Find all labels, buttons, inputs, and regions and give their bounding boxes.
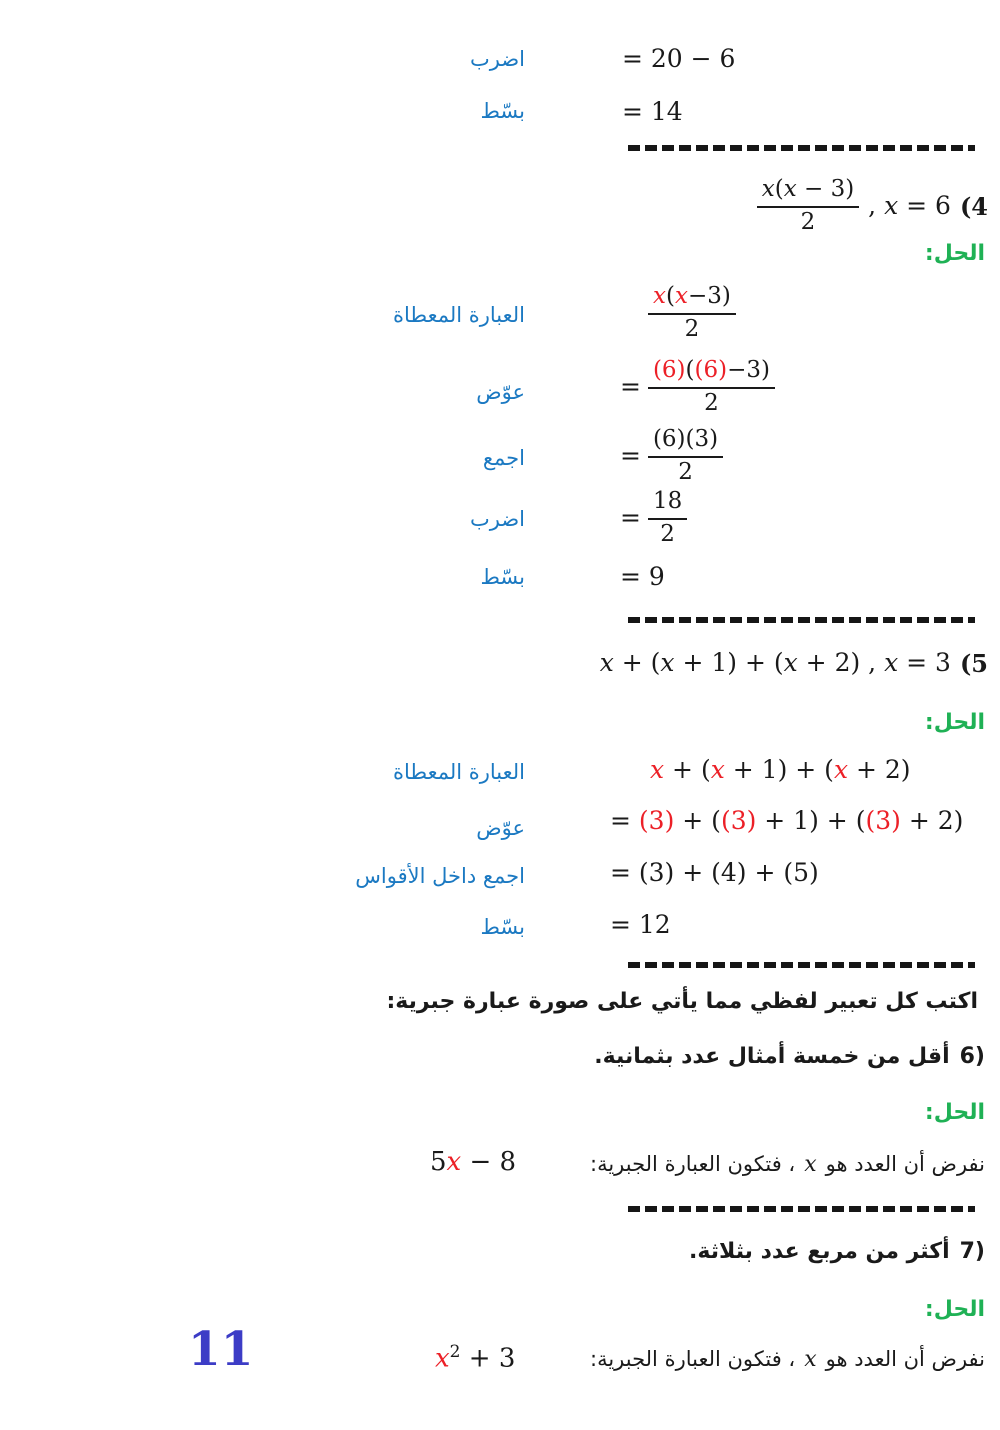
fraction [648, 426, 723, 486]
variable-x: x [804, 1347, 817, 1372]
step-math: = 9 [620, 562, 665, 591]
page-number: 11 [188, 1322, 254, 1377]
step-label: بسّط [480, 99, 525, 123]
solution-heading: الحل: [924, 710, 985, 735]
question-6 [594, 1044, 985, 1069]
step-math: x + (x + 1) + (x + 2) [650, 755, 911, 784]
fraction [648, 283, 736, 343]
question-7 [689, 1239, 985, 1264]
numerator: x(x−3) [648, 283, 736, 315]
step-math: = 14 [622, 97, 683, 126]
problem-number: (5 [959, 648, 988, 678]
dashed-divider [628, 145, 975, 151]
section-heading: اكتب كل تعبير لفظي مما يأتي على صورة عبارة جبرية: [386, 989, 978, 1014]
step-math [620, 426, 723, 486]
step-label: العبارة المعطاة [392, 760, 525, 784]
answer-sentence: نفرض أن العدد هو x ، فتكون العبارة الجبرية: [590, 1347, 985, 1372]
fraction [757, 176, 859, 236]
step-math: = (3) + ((3) + 1) + ((3) + 2) [610, 806, 964, 835]
dashed-divider [628, 1206, 975, 1212]
step-math: = 12 [610, 910, 671, 939]
question-text: أقل من خمسة أمثال عدد بثمانية. [594, 1044, 950, 1069]
solution-heading: الحل: [924, 1297, 985, 1322]
step-math [620, 357, 775, 417]
solution-heading: الحل: [924, 1100, 985, 1125]
denominator: 2 [678, 458, 693, 485]
step-label: عوّض [476, 380, 525, 404]
equals-sign: = [620, 372, 641, 402]
fraction [648, 488, 687, 548]
statement-tail: , x = 6 [868, 191, 951, 221]
statement-fraction [757, 176, 859, 236]
step-label: بسّط [480, 565, 525, 589]
step-label: اضرب [469, 507, 525, 531]
fraction [648, 357, 775, 417]
answer-expression: $x^2 + 3$ [435, 1342, 516, 1374]
dashed-divider [628, 962, 975, 968]
step-math [620, 488, 687, 548]
denominator: 2 [704, 389, 719, 416]
dashed-divider [628, 617, 975, 623]
step-label: عوّض [476, 816, 525, 840]
denominator: 2 [684, 315, 700, 342]
step-label: اضرب [469, 47, 525, 71]
answer-expression: 5x − 8 [430, 1147, 517, 1177]
question-number: 7) [959, 1239, 985, 1264]
step-label: اجمع داخل الأقواس [355, 864, 525, 888]
problem4-statement [757, 176, 988, 236]
step-math [648, 283, 736, 343]
step-label: العبارة المعطاة [392, 303, 525, 327]
answer-sentence: نفرض أن العدد هو x ، فتكون العبارة الجبرية: [590, 1152, 985, 1177]
question-text: أكثر من مربع عدد بثلاثة. [689, 1239, 950, 1264]
equals-sign: = [620, 503, 641, 533]
step-math: = 20 − 6 [622, 44, 736, 73]
question-number: 6) [959, 1044, 985, 1069]
numerator: (6)(3) [648, 426, 723, 458]
numerator: x(x − 3) [757, 176, 859, 208]
numerator: 18 [648, 488, 687, 520]
denominator: 2 [800, 208, 816, 235]
step-label: اجمع [482, 446, 525, 470]
step-math: = (3) + (4) + (5) [610, 858, 819, 887]
denominator: 2 [660, 520, 675, 547]
solution-heading: الحل: [924, 241, 985, 266]
equals-sign: = [620, 441, 641, 471]
problem-number: (4 [959, 191, 988, 221]
variable-x: x [804, 1152, 817, 1177]
statement-text: x + (x + 1) + (x + 2) , x = 3 [599, 648, 951, 677]
problem5-statement [600, 648, 988, 678]
step-label: بسّط [480, 915, 525, 939]
numerator: (6)((6)−3) [648, 357, 775, 389]
